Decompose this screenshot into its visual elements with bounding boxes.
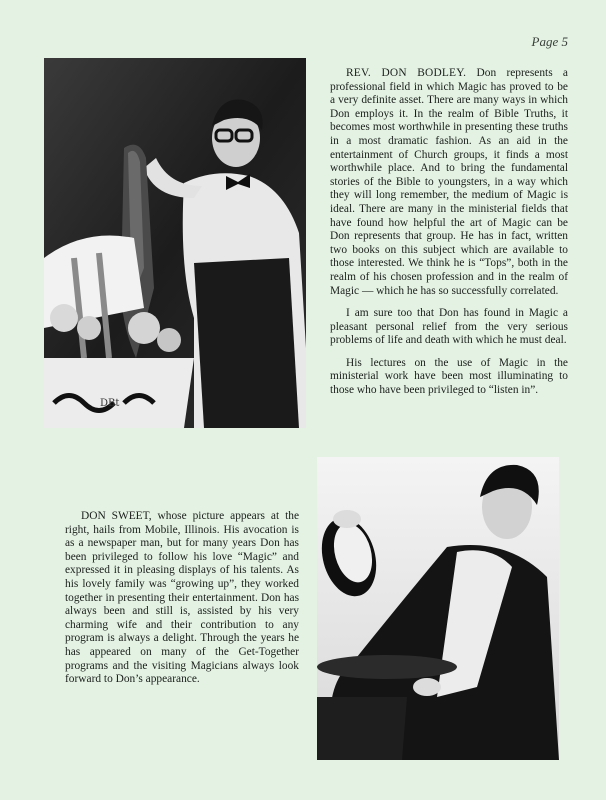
bodley-photo	[44, 58, 306, 428]
bodley-name: REV. DON BODLEY.	[346, 67, 467, 79]
bodley-paragraph-1	[330, 67, 568, 298]
bodley-paragraph-2: I am sure too that Don has found in Magic a pleasant personal relief from the very serious problems of life and death with which he must deal.	[330, 307, 568, 347]
bodley-photo-image	[44, 58, 306, 428]
page-number: Page 5	[531, 34, 568, 49]
bodley-article	[330, 67, 568, 407]
sweet-photo-image	[317, 457, 559, 760]
bodley-paragraph-1-text: Don represents a professional field in which Magic has proved to be a very definite asset. There are many ways in which Don employs it. In the realm of Bible Truths, it becomes most worthwhile in presenting these truths in a most dramatic fashion. As an aid in the entertainment of Church groups, it finds a most worthwhile place. And to bring the fundamental stories of the Bible to youngsters, in a way which they will long remember, the medium of Magic is ideal. There are many in the ministerial fields that have found how helpful the art of Magic can be Don represents that group. He has in fact, written two books on this subject which are available to those interested. We think he is “Tops”, both in the realm of his chosen profession and in the realm of Magic — which he has so successfully correlated.	[330, 67, 568, 297]
sweet-photo	[317, 457, 559, 760]
sweet-article	[65, 510, 299, 696]
bodley-paragraph-3: His lectures on the use of Magic in the ministerial work have been most illuminating to those who have been privileged to “listen in”.	[330, 356, 568, 397]
sweet-paragraph-1: DON SWEET, whose picture appears at the right, hails from Mobile, Illinois. His avocation is as a newspaper man, but for many years Don has been privileged to follow his love “Magic” and expressed it in pleasing displays of his talents. As his lovely family was “growing up”, they worked together in presenting their entertainment. Don has always been and still is, assisted by his very charming wife and their contribution to any program is always a delight. Through the years he has appeared on many of the Get-Together programs and the visiting Magicians always look forward to Don’s appearance.	[65, 510, 299, 686]
svg-text:DBt: DBt	[100, 398, 120, 409]
